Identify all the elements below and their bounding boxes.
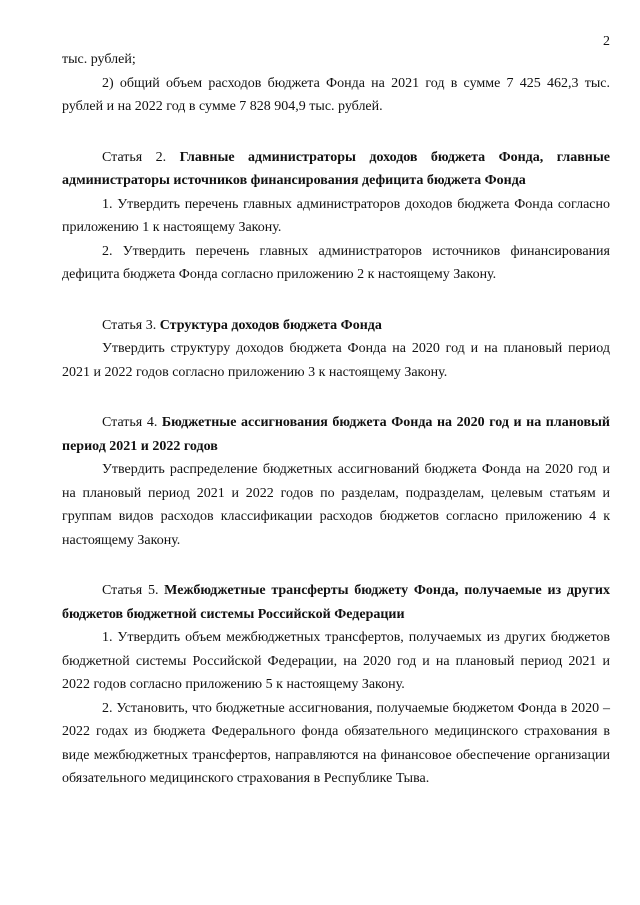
article-4-title: Бюджетные ассигнования бюджета Фонда на 2020 год и на плановый период 2021 и 2022 годов [62, 415, 610, 454]
article-2-paragraph-1: 1. Утвердить перечень главных администраторов доходов бюджета Фонда согласно приложению 1 к настоящему Закону. [62, 196, 610, 235]
article-2-label: Статья 2. [102, 149, 167, 165]
article-2-heading [62, 146, 610, 193]
article-4-paragraph-1: Утвердить распределение бюджетных ассигнований бюджета Фонда на 2020 год и на плановый период 2021 и 2022 годов по разделам, подразделам, целевым статьям и группам видов расходов классификации расходов бюджетов согласно приложению 4 к настоящему Закону. [62, 462, 610, 548]
article-5-title: Межбюджетные трансферты бюджету Фонда, получаемые из других бюджетов бюджетной системы Российской Федерации [62, 583, 610, 622]
article-4-heading [62, 411, 610, 458]
document-body [62, 48, 610, 791]
article-3-label: Статья 3. [102, 317, 157, 333]
article-3-heading [62, 314, 610, 338]
article-3-paragraph-1: Утвердить структуру доходов бюджета Фонда на 2020 год и на плановый период 2021 и 2022 годов согласно приложению 3 к настоящему Закону. [62, 341, 610, 380]
page-number: 2 [603, 34, 610, 49]
intro-item-2: 2) общий объем расходов бюджета Фонда на 2021 год в сумме 7 425 462,3 тыс. рублей и на 2022 год в сумме 7 828 904,9 тыс. рублей. [62, 75, 610, 114]
article-4-label: Статья 4. [102, 415, 158, 430]
intro-line: тыс. рублей; [62, 52, 136, 67]
article-5-heading [62, 579, 610, 626]
article-3-title: Структура доходов бюджета Фонда [159, 317, 382, 333]
article-2-paragraph-2: 2. Утвердить перечень главных администраторов источников финансирования дефицита бюджета Фонда согласно приложению 2 к настоящему Закону. [62, 243, 610, 282]
article-5-paragraph-1: 1. Утвердить объем межбюджетных трансфертов, получаемых из других бюджетов бюджетной системы Российской Федерации, на 2020 год и на плановый период 2021 и 2022 годов согласно приложению 5 к настоящему Закону. [62, 630, 610, 692]
article-5-paragraph-2: 2. Установить, что бюджетные ассигнования, получаемые бюджетом Фонда в 2020 – 2022 годах из бюджета Федерального фонда обязательного медицинского страхования в виде межбюджетных трансфертов, направляются на финансовое обеспечение организации обязательного медицинского страхования в Республике Тыва. [62, 700, 610, 786]
article-5-label: Статья 5. [102, 583, 159, 598]
article-2-title: Главные администраторы доходов бюджета Фонда, главные администраторы источников финансирования дефицита бюджета Фонда [62, 149, 610, 188]
